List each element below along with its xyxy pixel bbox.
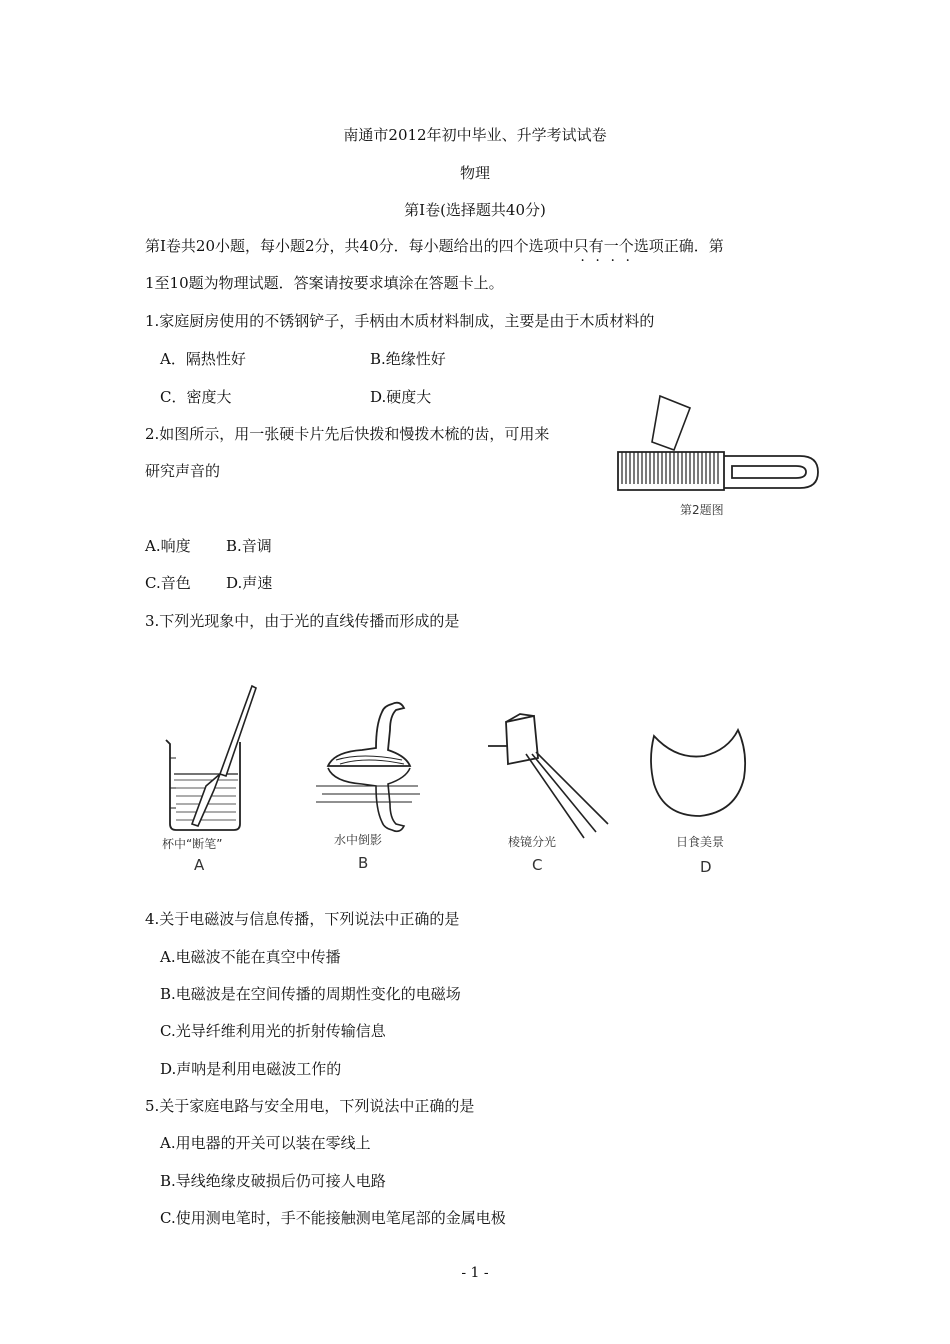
intro-line-1 xyxy=(145,235,724,256)
q2-option-b: B.音调 xyxy=(226,537,272,555)
q3-figure-a-caption: 杯中“断笔” xyxy=(162,837,223,851)
intro-line-1-a: 第Ⅰ卷共20小题，每小题2分，共40分．每小题给出的四个选项中 xyxy=(145,237,574,255)
q4-option-b: B.电磁波是在空间传播的周期性变化的电磁场 xyxy=(160,985,461,1003)
light-rays-icon xyxy=(526,752,608,838)
q1-option-c: C．密度大 xyxy=(160,388,232,406)
intro-line-2: 1至10题为物理试题．答案请按要求填涂在答题卡上。 xyxy=(145,274,504,292)
reflection-icon xyxy=(316,768,420,831)
comb-icon xyxy=(618,452,818,490)
prism-icon xyxy=(488,714,538,764)
card-icon xyxy=(652,396,690,450)
q3-figure-a-letter: A xyxy=(194,856,205,874)
q2-stem-line-2: 研究声音的 xyxy=(145,462,221,480)
q3-stem: 3.下列光现象中，由于光的直线传播而形成的是 xyxy=(145,612,460,630)
q3-figure-c-letter: C xyxy=(532,856,543,874)
q5-option-b: B.导线绝缘皮破损后仍可接人电路 xyxy=(160,1172,386,1190)
q3-figure-b xyxy=(312,690,422,880)
q2-stem-line-1: 2.如图所示，用一张硬卡片先后快拨和慢拨木梳的齿，可用来 xyxy=(145,425,550,443)
swan-icon xyxy=(328,703,410,766)
q5-option-a: A.用电器的开关可以装在零线上 xyxy=(160,1134,371,1152)
q2-figure-caption: 第2题图 xyxy=(680,503,724,517)
q1-stem: 1.家庭厨房使用的不锈钢铲子，手柄由木质材料制成，主要是由于木质材料的 xyxy=(145,312,655,330)
q4-option-c: C.光导纤维利用光的折射传输信息 xyxy=(160,1022,386,1040)
q5-stem: 5.关于家庭电路与安全用电，下列说法中正确的是 xyxy=(145,1097,475,1115)
q2-option-a: A.响度 xyxy=(145,537,191,555)
page-number: - 1 - xyxy=(461,1265,489,1281)
q4-option-a: A.电磁波不能在真空中传播 xyxy=(160,948,341,966)
pencil-icon xyxy=(192,686,256,826)
q5-option-c: C.使用测电笔时，手不能接触测电笔尾部的金属电极 xyxy=(160,1209,506,1227)
q3-figure-d-caption: 日食美景 xyxy=(676,835,725,849)
q3-figure-a xyxy=(150,678,270,878)
paper-title: 南通市2012年初中毕业、升学考试试卷 xyxy=(343,126,607,144)
eclipse-icon xyxy=(651,730,745,816)
q1-option-d: D.硬度大 xyxy=(370,388,432,406)
q3-figure-b-letter: B xyxy=(358,854,369,872)
emphasis-char: 一 xyxy=(603,237,619,255)
q3-figure-b-caption: 水中倒影 xyxy=(334,833,383,847)
q3-figure-c xyxy=(480,712,620,882)
q2-option-d: D.声速 xyxy=(226,574,273,592)
subject-title: 物理 xyxy=(459,164,490,182)
q1-option-a: A．隔热性好 xyxy=(160,350,246,368)
section-title: 第Ⅰ卷(选择题共40分) xyxy=(404,201,546,219)
q3-figure-d xyxy=(640,712,770,882)
comb-figure xyxy=(612,392,827,522)
q1-option-b: B.绝缘性好 xyxy=(370,350,446,368)
emphasis-char: 只 xyxy=(573,237,589,255)
q3-figure-c-caption: 棱镜分光 xyxy=(508,835,557,849)
q2-option-c: C.音色 xyxy=(145,574,191,592)
q4-stem: 4.关于电磁波与信息传播，下列说法中正确的是 xyxy=(145,910,460,928)
emphasis-char: 有 xyxy=(588,237,604,255)
emphasis-char: 个 xyxy=(618,237,634,255)
intro-line-1-b: 选项正确．第 xyxy=(633,237,724,255)
q4-option-d: D.声呐是利用电磁波工作的 xyxy=(160,1060,342,1078)
q3-figure-d-letter: D xyxy=(700,858,712,876)
